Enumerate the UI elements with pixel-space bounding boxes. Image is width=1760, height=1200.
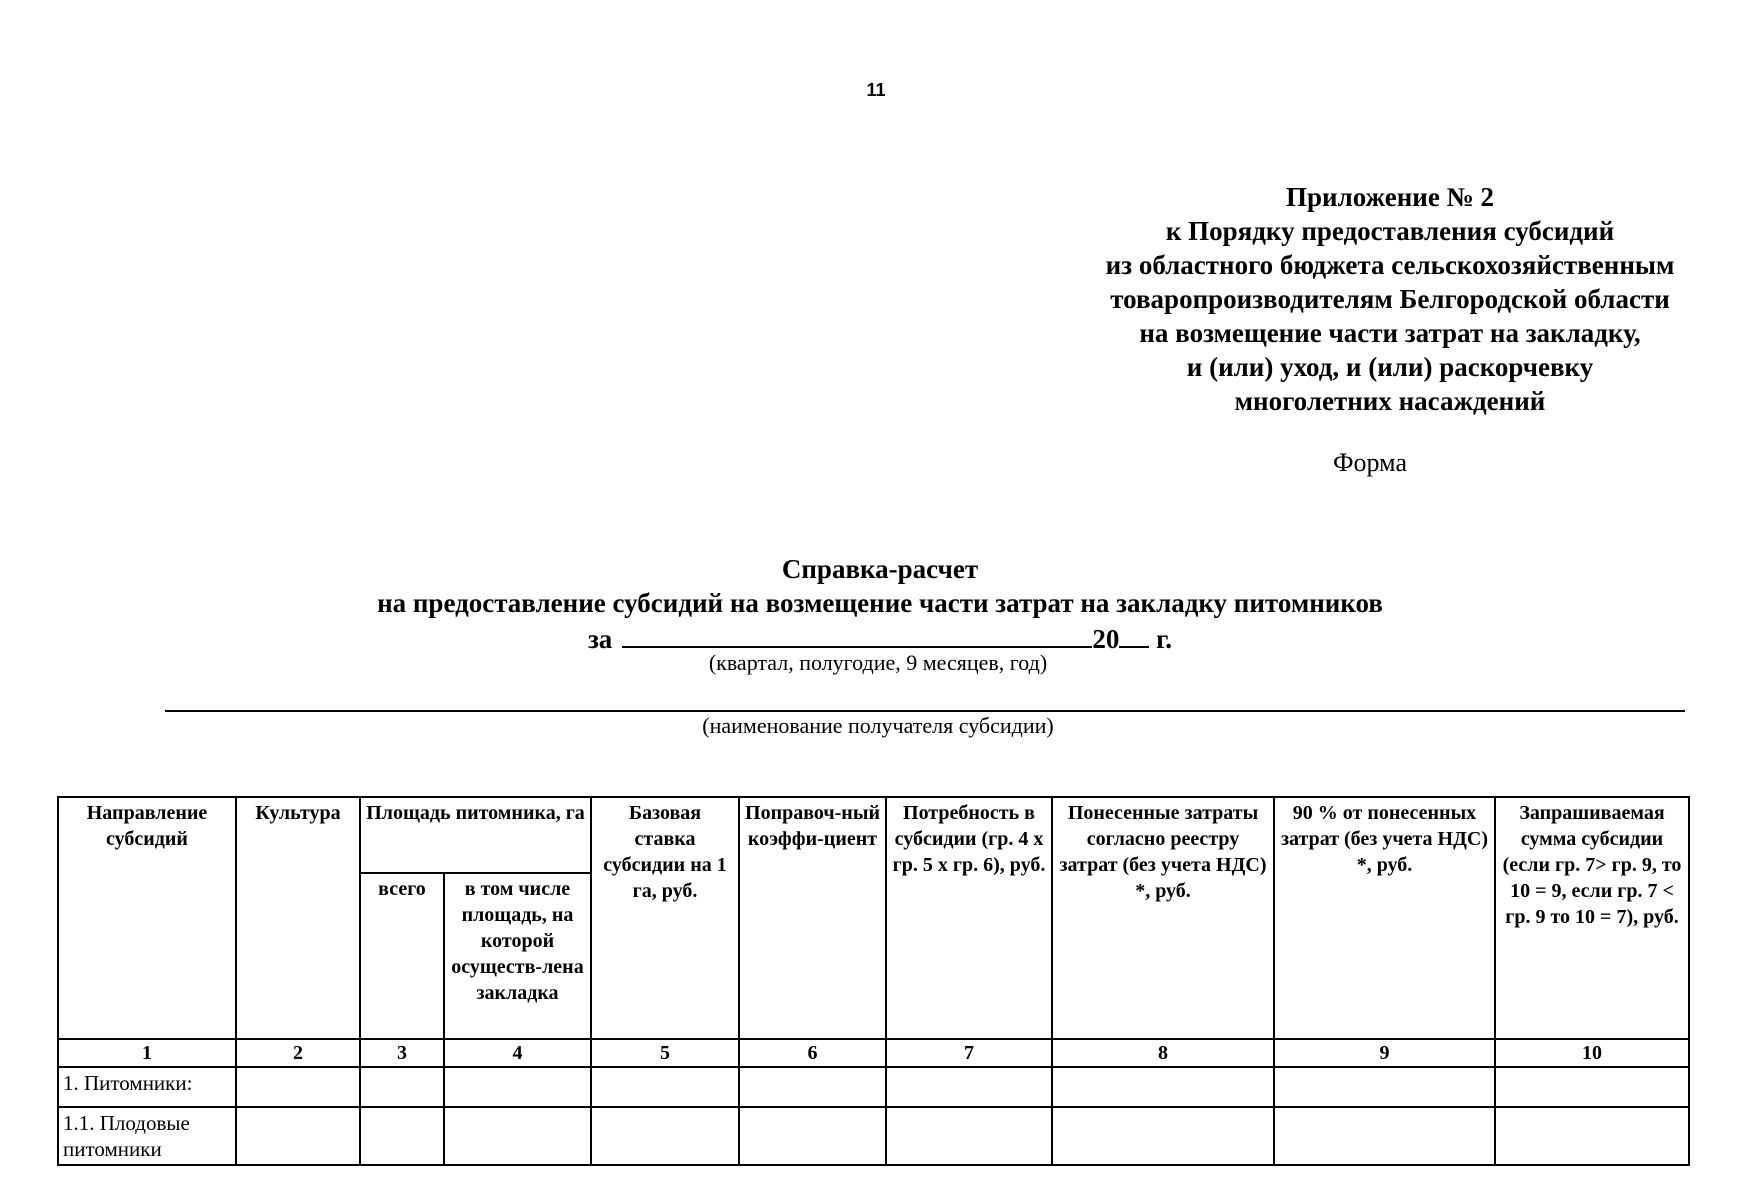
table-cell[interactable] bbox=[236, 1067, 360, 1107]
header-coefficient: Поправоч-ный коэффи-циент bbox=[739, 797, 886, 1039]
header-ninety-percent: 90 % от понесенных затрат (без учета НДС) *, руб. bbox=[1274, 797, 1495, 1039]
table-cell[interactable] bbox=[360, 1107, 444, 1165]
table-cell[interactable] bbox=[1495, 1107, 1689, 1165]
appendix-line: товаропроизводителям Белгородской области bbox=[1110, 284, 1670, 314]
recipient-hint: (наименование получателя субсидии) bbox=[702, 713, 1054, 738]
appendix-block bbox=[1040, 180, 1740, 418]
table-cell[interactable] bbox=[1274, 1107, 1495, 1165]
column-number: 10 bbox=[1495, 1039, 1689, 1067]
column-number: 7 bbox=[886, 1039, 1052, 1067]
table-cell[interactable] bbox=[1495, 1067, 1689, 1107]
period-prefix: за bbox=[587, 624, 613, 654]
form-label: Форма bbox=[1333, 448, 1407, 477]
header-culture: Культура bbox=[236, 797, 360, 1039]
appendix-line: на возмещение части затрат на закладку, bbox=[1139, 318, 1641, 348]
appendix-line: многолетних насаждений bbox=[1234, 386, 1546, 416]
table-cell[interactable] bbox=[886, 1067, 1052, 1107]
table-cell[interactable] bbox=[236, 1107, 360, 1165]
appendix-line: к Порядку предоставления субсидий bbox=[1165, 216, 1615, 246]
row-label: 1. Питомники: bbox=[58, 1067, 236, 1107]
appendix-line: из областного бюджета сельскохозяйственным bbox=[1105, 250, 1675, 280]
recipient-name-line[interactable] bbox=[165, 710, 1685, 712]
header-area: Площадь питомника, га bbox=[360, 797, 591, 873]
document-title bbox=[0, 552, 1760, 656]
table-cell[interactable] bbox=[591, 1067, 739, 1107]
appendix-line: и (или) уход, и (или) раскорчевку bbox=[1186, 352, 1594, 382]
table-cell[interactable] bbox=[1274, 1067, 1495, 1107]
table-cell[interactable] bbox=[739, 1067, 886, 1107]
table-cell[interactable] bbox=[739, 1107, 886, 1165]
appendix-line: Приложение № 2 bbox=[1286, 182, 1494, 212]
header-requested: Запрашиваемая сумма субсидии (если гр. 7> гр. 9, то 10 = 9, если гр. 7 < гр. 9 то 10 = 7), руб. bbox=[1495, 797, 1689, 1039]
table-cell[interactable] bbox=[360, 1067, 444, 1107]
column-number: 1 bbox=[58, 1039, 236, 1067]
header-base-rate: Базовая ставка субсидии на 1 га, руб. bbox=[591, 797, 739, 1039]
table-cell[interactable] bbox=[591, 1107, 739, 1165]
column-number: 4 bbox=[444, 1039, 591, 1067]
period-hint: (квартал, полугодие, 9 месяцев, год) bbox=[708, 650, 1048, 675]
header-area-total: всего bbox=[360, 873, 444, 1039]
header-need: Потребность в субсидии (гр. 4 х гр. 5 х гр. 6), руб. bbox=[886, 797, 1052, 1039]
table-cell[interactable] bbox=[1052, 1107, 1274, 1165]
year-blank-field[interactable] bbox=[1119, 620, 1149, 648]
table-cell[interactable] bbox=[886, 1107, 1052, 1165]
header-area-planted: в том числе площадь, на которой осуществ-лена закладка bbox=[444, 873, 591, 1039]
table-row bbox=[58, 1067, 1689, 1107]
title-heading: Справка-расчет bbox=[781, 554, 979, 584]
column-number: 6 bbox=[739, 1039, 886, 1067]
header-costs: Понесенные затраты согласно реестру затрат (без учета НДС) *, руб. bbox=[1052, 797, 1274, 1039]
row-label: 1.1. Плодовые питомники bbox=[58, 1107, 236, 1165]
period-year: 20 bbox=[1092, 624, 1120, 654]
column-number: 5 bbox=[591, 1039, 739, 1067]
period-suffix: г. bbox=[1156, 624, 1173, 654]
table-cell[interactable] bbox=[444, 1067, 591, 1107]
column-number: 3 bbox=[360, 1039, 444, 1067]
page-number: 11 bbox=[866, 80, 886, 100]
column-number-row bbox=[58, 1039, 1689, 1067]
title-subheading: на предоставление субсидий на возмещение части затрат на закладку питомников bbox=[377, 588, 1383, 618]
header-direction: Направление субсидий bbox=[58, 797, 236, 1039]
table-row bbox=[58, 1107, 1689, 1165]
column-number: 8 bbox=[1052, 1039, 1274, 1067]
table-cell[interactable] bbox=[1052, 1067, 1274, 1107]
column-number: 2 bbox=[236, 1039, 360, 1067]
calculation-table bbox=[57, 796, 1690, 1166]
column-number: 9 bbox=[1274, 1039, 1495, 1067]
period-blank-field[interactable] bbox=[622, 620, 1092, 648]
table-cell[interactable] bbox=[444, 1107, 591, 1165]
